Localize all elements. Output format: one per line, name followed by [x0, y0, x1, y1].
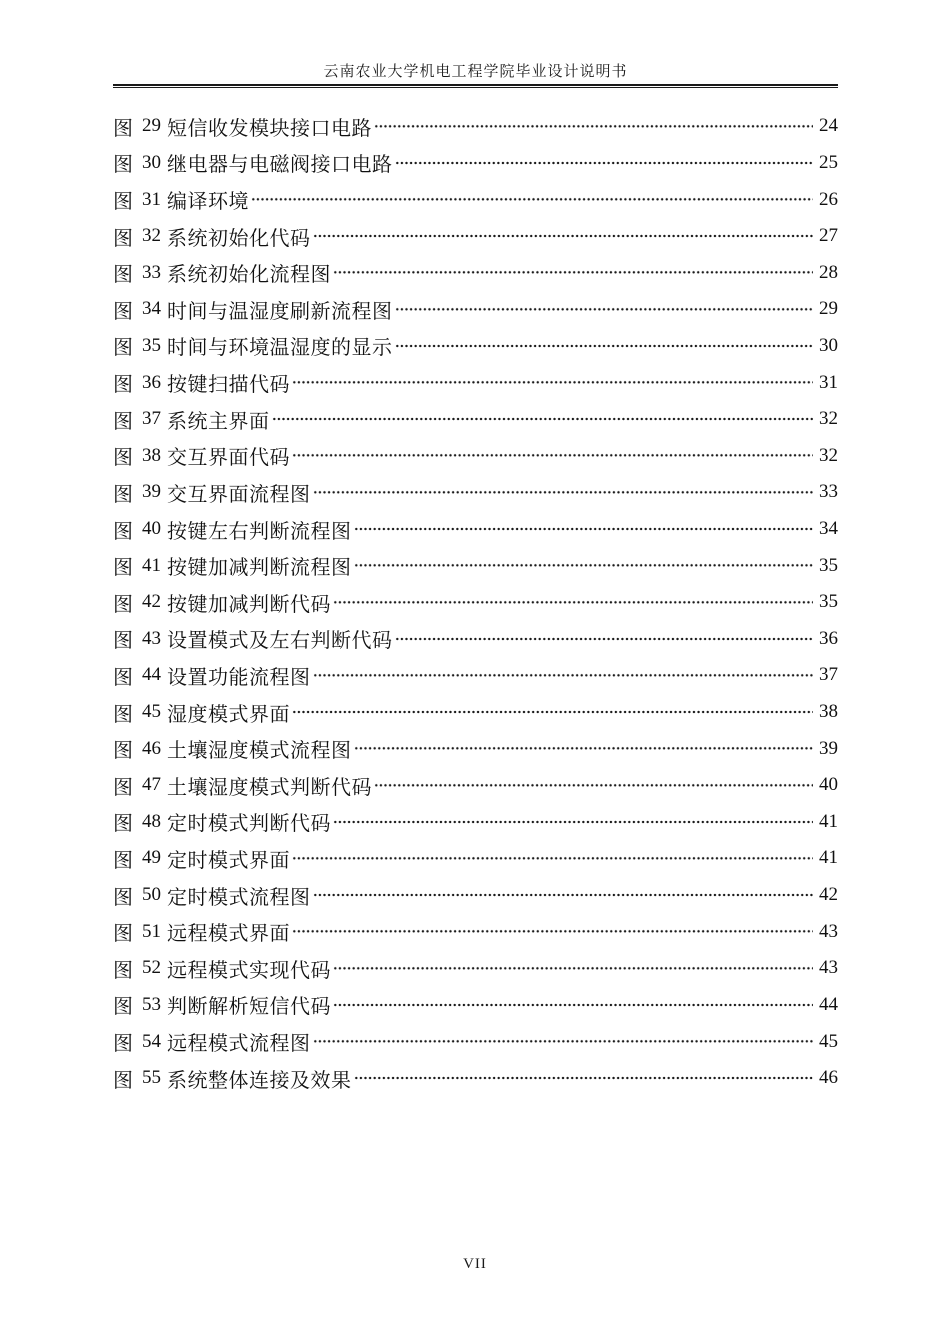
- figure-number: 36: [142, 371, 161, 393]
- figure-title: 交互界面流程图: [167, 483, 311, 506]
- figure-title: 编译环境: [167, 191, 249, 214]
- figure-number: 34: [142, 298, 161, 320]
- dot-leader: [313, 218, 814, 255]
- figure-label: 图: [113, 227, 133, 250]
- dot-leader: [395, 145, 814, 182]
- figure-number: 37: [142, 408, 161, 430]
- toc-entry: [113, 364, 838, 401]
- figure-page-number: 38: [819, 701, 838, 723]
- figure-number: 39: [142, 481, 161, 503]
- figure-title: 短信收发模块接口电路: [167, 117, 372, 140]
- toc-entry: [113, 474, 838, 511]
- figure-label: 图: [113, 849, 133, 872]
- toc-entry: [113, 145, 838, 182]
- figure-page-number: 27: [819, 225, 838, 247]
- dot-leader: [395, 621, 814, 658]
- figure-number: 43: [142, 627, 161, 649]
- toc-entry: [113, 401, 838, 438]
- dot-leader: [374, 767, 813, 804]
- toc-entry: [113, 218, 838, 255]
- figure-label: 图: [113, 593, 133, 616]
- figure-title: 系统整体连接及效果: [167, 1069, 352, 1092]
- toc-entry: [113, 804, 838, 841]
- figure-number: 52: [142, 957, 161, 979]
- toc-entry: [113, 767, 838, 804]
- figure-list: [113, 108, 838, 1096]
- header-rule: [113, 84, 838, 88]
- figure-label: 图: [113, 154, 133, 177]
- figure-title: 定时模式界面: [167, 849, 290, 872]
- dot-leader: [333, 804, 813, 841]
- figure-page-number: 33: [819, 481, 838, 503]
- toc-entry: [113, 621, 838, 658]
- figure-page-number: 44: [819, 993, 838, 1015]
- figure-label: 图: [113, 923, 133, 946]
- figure-number: 47: [142, 774, 161, 796]
- figure-title: 交互界面代码: [167, 447, 290, 470]
- dot-leader: [354, 1060, 814, 1097]
- figure-label: 图: [113, 410, 133, 433]
- figure-title: 继电器与电磁阀接口电路: [167, 154, 393, 177]
- figure-number: 29: [142, 115, 161, 137]
- figure-number: 41: [142, 554, 161, 576]
- figure-label: 图: [113, 483, 133, 506]
- figure-page-number: 46: [819, 1067, 838, 1089]
- figure-title: 时间与环境温湿度的显示: [167, 337, 393, 360]
- footer-page-number: VII: [463, 1256, 487, 1272]
- figure-label: 图: [113, 959, 133, 982]
- figure-page-number: 43: [819, 920, 838, 942]
- figure-number: 40: [142, 518, 161, 539]
- figure-page-number: 37: [819, 664, 838, 686]
- dot-leader: [313, 657, 814, 694]
- figure-title: 系统初始化代码: [167, 227, 311, 250]
- figure-page-number: 36: [819, 627, 838, 649]
- figure-label: 图: [113, 191, 133, 214]
- figure-page-number: 45: [819, 1030, 838, 1052]
- figure-page-number: 24: [819, 115, 838, 137]
- figure-page-number: 29: [819, 298, 838, 320]
- figure-title: 土壤湿度模式判断代码: [167, 776, 372, 799]
- figure-page-number: 39: [819, 737, 838, 759]
- figure-label: 图: [113, 996, 133, 1019]
- dot-leader: [292, 913, 813, 950]
- figure-label: 图: [113, 447, 133, 470]
- figure-number: 51: [142, 920, 161, 942]
- figure-label: 图: [113, 337, 133, 360]
- figure-page-number: 32: [819, 408, 838, 430]
- dot-leader: [333, 584, 813, 621]
- figure-page-number: 26: [819, 188, 838, 210]
- figure-page-number: 28: [819, 261, 838, 283]
- figure-label: 图: [113, 886, 133, 909]
- toc-entry: [113, 657, 838, 694]
- toc-entry: [113, 840, 838, 877]
- figure-title: 按键加减判断流程图: [167, 557, 352, 580]
- figure-number: 31: [142, 188, 161, 210]
- toc-entry: [113, 987, 838, 1024]
- figure-number: 48: [142, 810, 161, 832]
- figure-page-number: 43: [819, 957, 838, 979]
- figure-title: 远程模式流程图: [167, 1033, 311, 1056]
- figure-title: 设置功能流程图: [167, 666, 311, 689]
- figure-label: 图: [113, 776, 133, 799]
- toc-entry: [113, 511, 838, 548]
- figure-number: 54: [142, 1030, 161, 1052]
- figure-page-number: 42: [819, 884, 838, 906]
- dot-leader: [333, 254, 813, 291]
- figure-title: 远程模式界面: [167, 923, 290, 946]
- figure-label: 图: [113, 117, 133, 140]
- toc-entry: [113, 877, 838, 914]
- figure-number: 42: [142, 591, 161, 613]
- figure-page-number: 34: [819, 518, 838, 539]
- toc-entry: [113, 547, 838, 584]
- toc-entry: [113, 1060, 838, 1097]
- figure-number: 35: [142, 334, 161, 356]
- dot-leader: [374, 108, 813, 145]
- dot-leader: [395, 291, 814, 328]
- toc-entry: [113, 437, 838, 474]
- dot-leader: [292, 364, 813, 401]
- dot-leader: [395, 328, 814, 365]
- dot-leader: [272, 401, 814, 438]
- figure-label: 图: [113, 264, 133, 287]
- figure-label: 图: [113, 1033, 133, 1056]
- toc-entry: [113, 1023, 838, 1060]
- figure-title: 按键扫描代码: [167, 374, 290, 397]
- figure-label: 图: [113, 374, 133, 397]
- figure-title: 系统主界面: [167, 410, 270, 433]
- dot-leader: [333, 950, 813, 987]
- figure-title: 系统初始化流程图: [167, 264, 331, 287]
- figure-title: 设置模式及左右判断代码: [167, 630, 393, 653]
- toc-entry: [113, 291, 838, 328]
- dot-leader: [292, 694, 813, 731]
- figure-page-number: 25: [819, 151, 838, 173]
- figure-number: 32: [142, 225, 161, 247]
- figure-title: 按键左右判断流程图: [167, 520, 352, 543]
- toc-entry: [113, 328, 838, 365]
- toc-entry: [113, 254, 838, 291]
- page-header-title: 云南农业大学机电工程学院毕业设计说明书: [323, 64, 628, 80]
- dot-leader: [313, 877, 814, 914]
- dot-leader: [354, 730, 814, 767]
- toc-entry: [113, 913, 838, 950]
- dot-leader: [292, 437, 813, 474]
- figure-number: 49: [142, 847, 161, 869]
- toc-entry: [113, 730, 838, 767]
- figure-title: 定时模式流程图: [167, 886, 311, 909]
- figure-page-number: 35: [819, 554, 838, 576]
- toc-entry: [113, 108, 838, 145]
- toc-entry: [113, 181, 838, 218]
- figure-title: 时间与温湿度刷新流程图: [167, 300, 393, 323]
- toc-entry: [113, 584, 838, 621]
- figure-title: 按键加减判断代码: [167, 593, 331, 616]
- dot-leader: [333, 987, 813, 1024]
- figure-page-number: 40: [819, 774, 838, 796]
- figure-label: 图: [113, 1069, 133, 1092]
- toc-entry: [113, 694, 838, 731]
- figure-number: 38: [142, 444, 161, 466]
- figure-number: 53: [142, 993, 161, 1015]
- figure-label: 图: [113, 630, 133, 653]
- toc-entry: [113, 950, 838, 987]
- figure-number: 45: [142, 701, 161, 723]
- figure-number: 55: [142, 1067, 161, 1089]
- figure-label: 图: [113, 703, 133, 726]
- dot-leader: [354, 511, 814, 548]
- figure-title: 定时模式判断代码: [167, 813, 331, 836]
- dot-leader: [313, 474, 814, 511]
- dot-leader: [313, 1023, 814, 1060]
- figure-number: 44: [142, 664, 161, 686]
- figure-label: 图: [113, 666, 133, 689]
- figure-title: 远程模式实现代码: [167, 959, 331, 982]
- dot-leader: [292, 840, 813, 877]
- figure-number: 30: [142, 151, 161, 173]
- figure-page-number: 30: [819, 334, 838, 356]
- figure-label: 图: [113, 740, 133, 763]
- figure-label: 图: [113, 813, 133, 836]
- dot-leader: [251, 181, 813, 218]
- figure-page-number: 35: [819, 591, 838, 613]
- figure-label: 图: [113, 520, 133, 543]
- dot-leader: [354, 547, 814, 584]
- figure-number: 50: [142, 884, 161, 906]
- figure-label: 图: [113, 557, 133, 580]
- figure-title: 判断解析短信代码: [167, 996, 331, 1019]
- figure-page-number: 41: [819, 847, 838, 869]
- figure-label: 图: [113, 300, 133, 323]
- figure-number: 33: [142, 261, 161, 283]
- figure-number: 46: [142, 737, 161, 759]
- figure-title: 湿度模式界面: [167, 703, 290, 726]
- figure-page-number: 32: [819, 444, 838, 466]
- figure-page-number: 41: [819, 810, 838, 832]
- figure-title: 土壤湿度模式流程图: [167, 740, 352, 763]
- figure-page-number: 31: [819, 371, 838, 393]
